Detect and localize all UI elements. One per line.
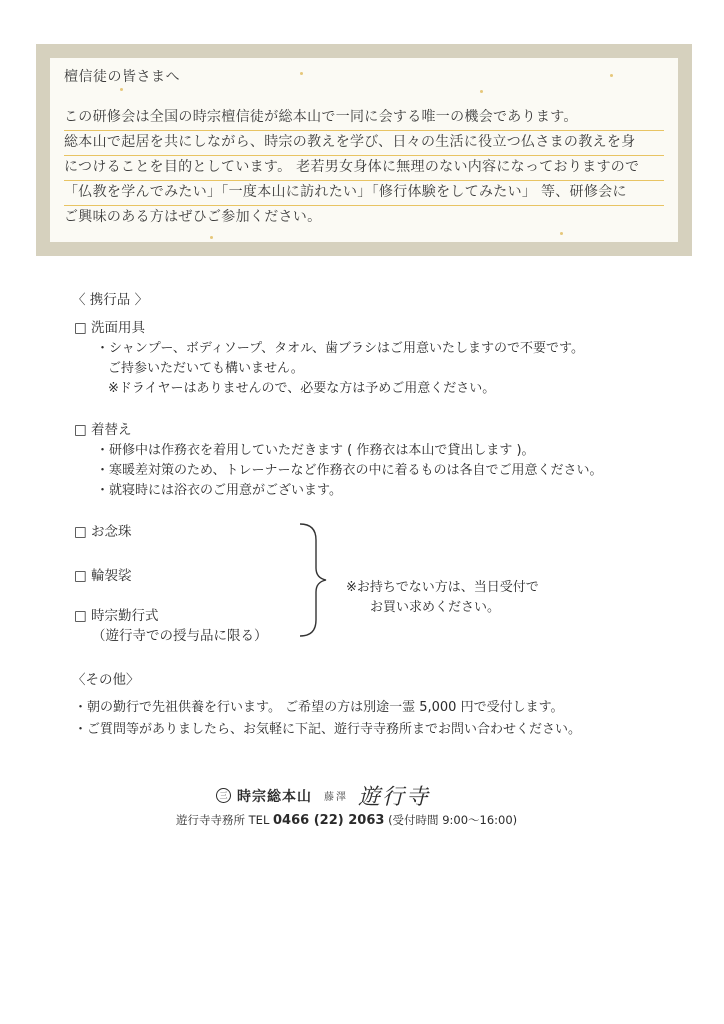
- juzu-item: □ お念珠: [74, 524, 132, 540]
- temple-logo: [216, 780, 430, 811]
- phone-number: 0466 (22) 2063: [273, 813, 385, 828]
- temple-name: 遊行寺: [358, 785, 431, 810]
- intro-text: [64, 66, 664, 230]
- brace-icon: [296, 520, 336, 640]
- toiletries-note: ※ドライヤーはありませんので、必要な方は予めご用意ください。: [108, 381, 496, 396]
- other-line: ・朝の勤行で先祖供養を行います。 ご希望の方は別途一霊 5,000 円で受付します。: [74, 700, 564, 715]
- intro-line: ご興味のある方はぜひご参加ください。: [64, 209, 322, 225]
- brace-note: お買い求めください。: [370, 600, 501, 615]
- clothes-title: □ 着替え: [74, 422, 132, 438]
- wagesa-item: □ 輪袈裟: [74, 568, 132, 584]
- clothes-line: ・就寝時には浴衣のご用意がございます。: [96, 483, 342, 498]
- belongings-heading: 〈 携行品 〉: [72, 292, 149, 308]
- place-name: 藤澤: [324, 792, 348, 803]
- other-heading: 〈その他〉: [72, 672, 140, 688]
- toiletries-line: ・シャンプー、ボディソープ、タオル、歯ブラシはご用意いたしますので不要です。: [96, 341, 585, 356]
- gongyo-item: □ 時宗勤行式: [74, 608, 159, 624]
- clothes-line: ・研修中は作務衣を着用していただきます ( 作務衣は本山で貸出します )。: [96, 443, 535, 458]
- office-label: 遊行寺寺務所 TEL: [176, 813, 270, 827]
- intro-line: 総本山で起居を共にしながら、時宗の教えを学び、日々の生活に役立つ仏さまの教えを身: [64, 131, 664, 156]
- intro-line: につけることを目的としています。 老若男女身体に無理のない内容になっておりますので: [64, 156, 664, 181]
- sect-name: 時宗総本山: [237, 788, 312, 805]
- toiletries-title: □ 洗面用具: [74, 320, 146, 336]
- toiletries-line: ご持参いただいても構いません。: [108, 361, 304, 376]
- other-line: ・ご質問等がありましたら、お気軽に下記、遊行寺寺務所までお問い合わせください。: [74, 722, 582, 737]
- decor-dot: [210, 236, 213, 239]
- clothes-line: ・寒暖差対策のため、トレーナーなど作務衣の中に着るものは各自でご用意ください。: [96, 463, 603, 478]
- office-hours: (受付時間 9:00～16:00): [388, 813, 518, 827]
- intro-line: この研修会は全国の時宗檀信徒が総本山で一同に会する唯一の機会であります。: [64, 106, 664, 131]
- intro-line: 「仏教を学んでみたい」「一度本山に訪れたい」「修行体験をしてみたい」 等、研修会に: [64, 181, 664, 206]
- crest-icon: 三: [216, 788, 231, 803]
- greeting: 檀信徒の皆さまへ: [64, 69, 180, 85]
- contact-info: [176, 812, 517, 828]
- gongyo-note: （遊行寺での授与品に限る）: [92, 628, 268, 644]
- brace-note: ※お持ちでない方は、当日受付で: [346, 580, 539, 595]
- decor-dot: [560, 232, 563, 235]
